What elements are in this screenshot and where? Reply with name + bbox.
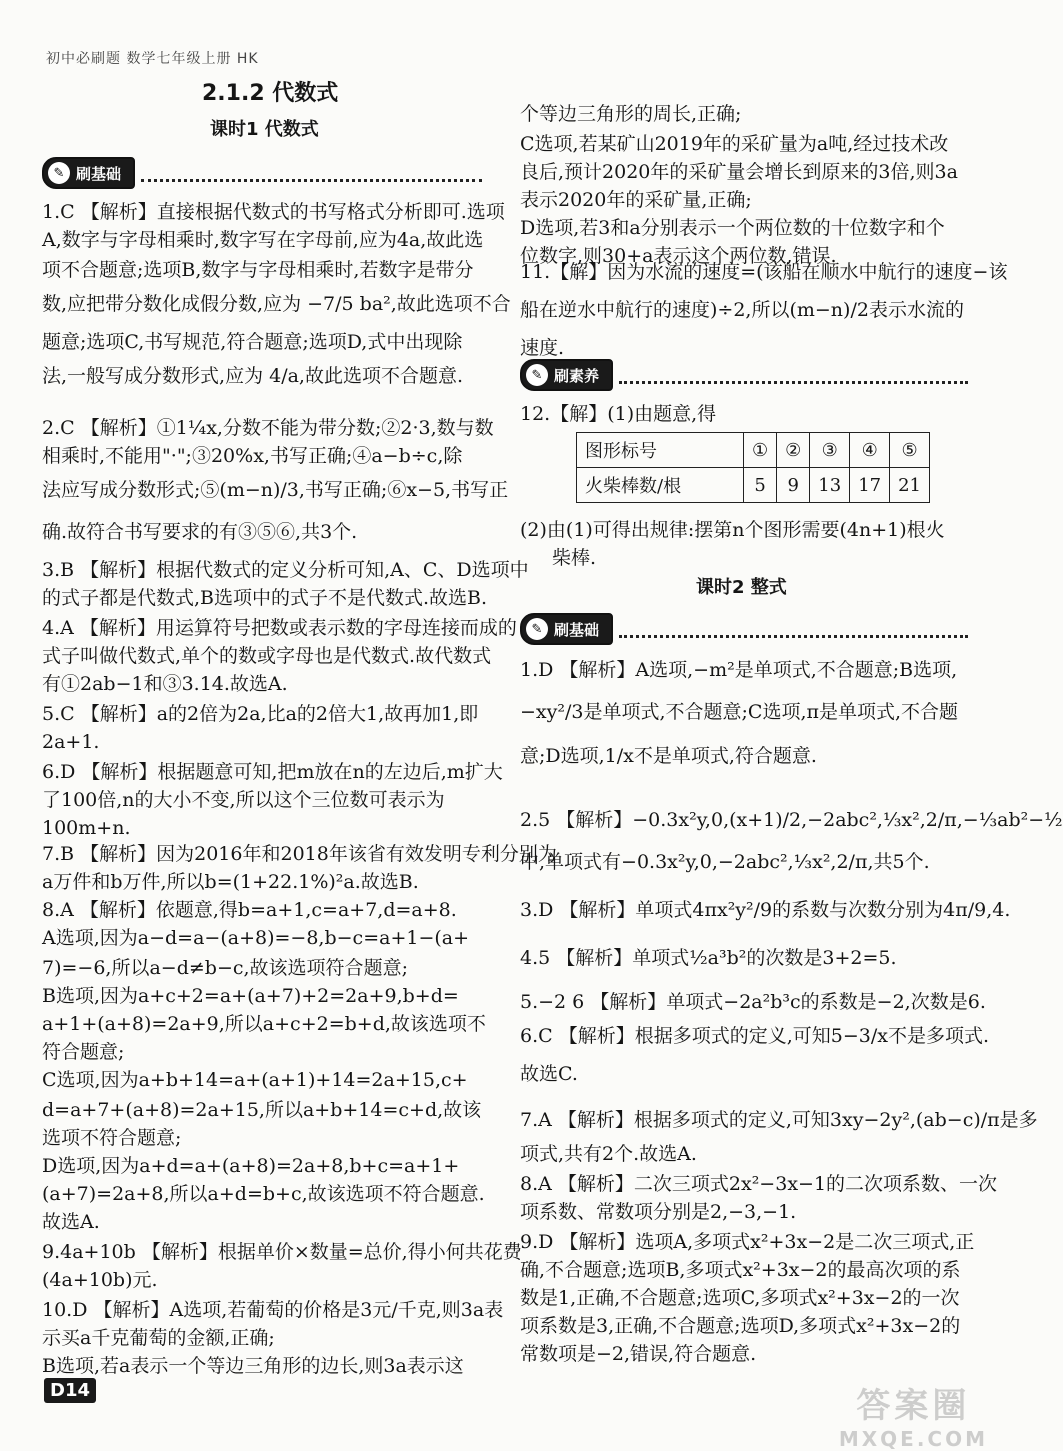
- text-line: a+1+(a+8)=2a+9,所以a+c+2=b+d,故该选项不: [42, 1013, 486, 1035]
- text-line: 意;D选项,1/x不是单项式,符合题意.: [520, 745, 817, 767]
- badge-basic-1: [42, 158, 482, 188]
- section-title: 2.1.2 代数式: [202, 81, 339, 106]
- text-line: 相乘时,不能用"·";③20%x,书写正确;④a−b÷c,除: [42, 445, 463, 467]
- text-line: 符合题意;: [42, 1041, 125, 1063]
- text-line: 100m+n.: [42, 817, 131, 839]
- table-cell: 9: [777, 468, 810, 503]
- q12-part2-line: (2)由(1)可得出规律:摆第n个图形需要(4n+1)根火: [520, 519, 945, 541]
- text-line: 了100倍,n的大小不变,所以这个三位数可表示为: [42, 789, 445, 811]
- text-line: (a+7)=2a+8,所以a+d=b+c,故该选项不符合题意.: [42, 1183, 485, 1205]
- text-line: 故选A.: [42, 1211, 100, 1233]
- text-line: 3.D 【解析】单项式4πx²y²/9的系数与次数分别为4π/9,4.: [520, 899, 1011, 921]
- text-line: 2.5 【解析】−0.3x²y,0,(x+1)/2,−2abc²,⅓x²,2/π,−⅓ab²−½: [520, 809, 1063, 831]
- text-line: 项系数、常数项分别是2,−3,−1.: [520, 1201, 797, 1223]
- table-cell: ④: [850, 433, 890, 468]
- badge-label: 刷素养: [554, 366, 600, 385]
- pencil-icon: ✎: [526, 364, 548, 386]
- pencil-icon: ✎: [48, 162, 70, 184]
- q12-part2-line: 柴棒.: [552, 547, 597, 569]
- text-line: 1.D 【解析】A选项,−m²是单项式,不合题意;B选项,: [520, 659, 958, 681]
- dotted-divider: [619, 367, 968, 384]
- text-line: 选项不符合题意;: [42, 1127, 182, 1149]
- text-line: 5.C 【解析】a的2倍为2a,比a的2倍大1,故再加1,即: [42, 703, 479, 725]
- watermark-text: 答案圈: [856, 1386, 971, 1426]
- text-line: 10.D 【解析】A选项,若葡萄的价格是3元/千克,则3a表: [42, 1299, 504, 1321]
- table-row: [577, 468, 930, 503]
- text-line: 数是1,正确,不合题意;选项C,多项式x²+3x−2的一次: [520, 1287, 960, 1309]
- text-line: 故选C.: [520, 1063, 578, 1085]
- text-line: 4.5 【解析】单项式½a³b²的次数是3+2=5.: [520, 947, 897, 969]
- text-line: 速度.: [520, 337, 565, 359]
- text-line: C选项,若某矿山2019年的采矿量为a吨,经过技术改: [520, 133, 949, 155]
- table-cell: ⑤: [890, 433, 930, 468]
- table-cell: 21: [890, 468, 930, 503]
- table-cell: 17: [850, 468, 890, 503]
- text-line: 9.D 【解析】选项A,多项式x²+3x−2是二次三项式,正: [520, 1231, 975, 1253]
- lesson2-title: 课时2 整式: [696, 577, 787, 598]
- text-line: 7.B 【解析】因为2016年和2018年该省有效发明专利分别为: [42, 843, 557, 865]
- text-line: 7)=−6,所以a−d≠b−c,故该选项符合题意;: [42, 957, 408, 979]
- pencil-icon: ✎: [526, 618, 548, 640]
- text-line: 有①2ab−1和③3.14.故选A.: [42, 673, 288, 695]
- text-line: 项式,共有2个.故选A.: [520, 1143, 697, 1165]
- text-line: 中,单项式有−0.3x²y,0,−2abc²,⅓x²,2/π,共5个.: [520, 851, 930, 873]
- text-line: A选项,因为a−d=a−(a+8)=−8,b−c=a+1−(a+: [42, 927, 470, 949]
- text-line: 常数项是−2,错误,符合题意.: [520, 1343, 757, 1365]
- text-line: 2.C 【解析】①1¼x,分数不能为带分数;②2·3,数与数: [42, 417, 494, 439]
- text-line: D选项,若3和a分别表示一个两位数的十位数字和个: [520, 217, 945, 239]
- text-line: 11.【解】因为水流的速度=(该船在顺水中航行的速度−该: [520, 261, 1008, 283]
- text-line: 式子叫做代数式,单个的数或字母也是代数式.故代数式: [42, 645, 492, 667]
- watermark-url: MXQE.COM: [838, 1427, 988, 1451]
- badge-quality: [520, 360, 968, 390]
- text-line: A,数字与字母相乘时,数字写在字母前,应为4a,故此选: [42, 229, 484, 251]
- text-line: 8.A 【解析】依题意,得b=a+1,c=a+7,d=a+8.: [42, 899, 457, 921]
- page-number: D14: [44, 1378, 96, 1403]
- watermark-logo: [839, 1378, 988, 1451]
- text-line: 法应写成分数形式;⑤(m−n)/3,书写正确;⑥x−5,书写正: [42, 479, 509, 501]
- text-line: 表示2020年的采矿量,正确;: [520, 189, 752, 211]
- badge-label: 刷基础: [554, 620, 600, 639]
- table-cell: 5: [744, 468, 777, 503]
- text-line: 9.4a+10b 【解析】根据单价×数量=总价,得小何共花费: [42, 1241, 522, 1263]
- badge-label: 刷基础: [76, 164, 122, 183]
- lesson1-title: 课时1 代数式: [210, 119, 319, 140]
- table-row: [577, 433, 930, 468]
- text-line: 4.A 【解析】用运算符号把数或表示数的字母连接而成的: [42, 617, 517, 639]
- text-line: 船在逆水中航行的速度)÷2,所以(m−n)/2表示水流的: [520, 299, 964, 321]
- table-cell: ②: [777, 433, 810, 468]
- text-line: 确,不合题意;选项B,多项式x²+3x−2的最高次项的系: [520, 1259, 961, 1281]
- text-line: 个等边三角形的周长,正确;: [520, 103, 742, 125]
- text-line: 2a+1.: [42, 731, 100, 753]
- text-line: 1.C 【解析】直接根据代数式的书写格式分析即可.选项: [42, 201, 505, 223]
- text-line: 6.C 【解析】根据多项式的定义,可知5−3/x不是多项式.: [520, 1025, 989, 1047]
- text-line: 法,一般写成分数形式,应为 4/a,故此选项不合题意.: [42, 365, 464, 387]
- table-cell: ③: [810, 433, 850, 468]
- text-line: (4a+10b)元.: [42, 1269, 158, 1291]
- matchstick-table: [576, 432, 930, 503]
- text-line: −xy²/3是单项式,不合题意;C选项,π是单项式,不合题: [520, 701, 959, 723]
- table-cell: 图形标号: [577, 433, 744, 468]
- text-line: 数,应把带分数化成假分数,应为 −7/5 ba²,故此选项不合: [42, 293, 511, 315]
- text-line: 8.A 【解析】二次三项式2x²−3x−1的二次项系数、一次: [520, 1173, 998, 1195]
- table-cell: ①: [744, 433, 777, 468]
- text-line: B选项,若a表示一个等边三角形的边长,则3a表示这: [42, 1355, 464, 1377]
- text-line: B选项,因为a+c+2=a+(a+7)+2=2a+9,b+d=: [42, 985, 459, 1007]
- dotted-divider: [619, 621, 968, 638]
- text-line: 题意;选项C,书写规范,符合题意;选项D,式中出现除: [42, 331, 463, 353]
- text-line: 项系数是3,正确,不合题意;选项D,多项式x²+3x−2的: [520, 1315, 961, 1337]
- text-line: 示买a千克葡萄的金额,正确;: [42, 1327, 275, 1349]
- dotted-divider: [141, 165, 482, 182]
- badge-basic-2: [520, 614, 968, 644]
- table-cell: 火柴棒数/根: [577, 468, 744, 503]
- text-line: 7.A 【解析】根据多项式的定义,可知3xy−2y²,(ab−c)/π是多: [520, 1109, 1038, 1131]
- text-line: 项不合题意;选项B,数字与字母相乘时,若数字是带分: [42, 259, 474, 281]
- text-line: 5.−2 6 【解析】单项式−2a²b³c的系数是−2,次数是6.: [520, 991, 986, 1013]
- text-line: 良后,预计2020年的采矿量会增长到原来的3倍,则3a: [520, 161, 958, 183]
- text-line: 确.故符合书写要求的有③⑤⑥,共3个.: [42, 521, 358, 543]
- text-line: C选项,因为a+b+14=a+(a+1)+14=2a+15,c+: [42, 1069, 468, 1091]
- text-line: d=a+7+(a+8)=2a+15,所以a+b+14=c+d,故该: [42, 1099, 482, 1121]
- q12-intro: 12.【解】(1)由题意,得: [520, 403, 717, 425]
- text-line: D选项,因为a+d=a+(a+8)=2a+8,b+c=a+1+: [42, 1155, 460, 1177]
- text-line: a万件和b万件,所以b=(1+22.1%)²a.故选B.: [42, 871, 419, 893]
- table-cell: 13: [810, 468, 850, 503]
- text-line: 6.D 【解析】根据题意可知,把m放在n的左边后,m扩大: [42, 761, 503, 783]
- page-header: 初中必刷题 数学七年级上册 HK: [46, 51, 259, 67]
- text-line: 3.B 【解析】根据代数式的定义分析可知,A、C、D选项中: [42, 559, 529, 581]
- text-line: 位数字,则30+a表示这个两位数,错误.: [520, 245, 837, 267]
- text-line: 的式子都是代数式,B选项中的式子不是代数式.故选B.: [42, 587, 488, 609]
